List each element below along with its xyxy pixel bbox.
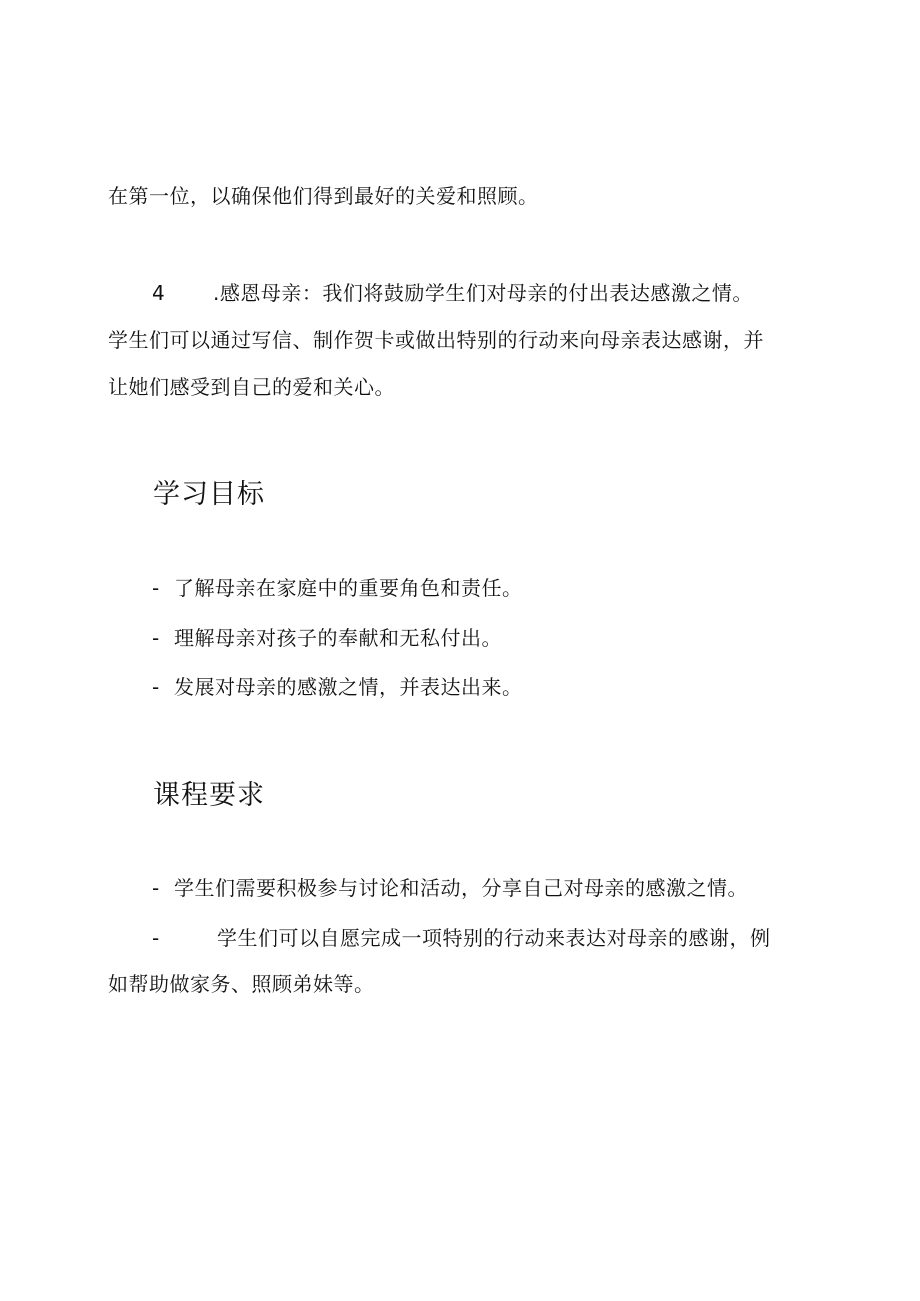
goal-item-text: 了解母亲在家庭中的重要角色和责任。 xyxy=(174,576,523,600)
goal-item xyxy=(152,673,523,701)
dash-marker: - xyxy=(152,926,160,950)
item-number: 4 xyxy=(152,281,165,305)
goal-item-text: 发展对母亲的感激之情，并表达出来。 xyxy=(174,675,523,699)
goal-item xyxy=(152,574,523,602)
dash-marker: - xyxy=(152,626,160,650)
dash-marker: - xyxy=(152,876,160,900)
goal-item xyxy=(152,624,502,652)
requirement-item2-line2: 如帮助做家务、照顾弟妹等。 xyxy=(108,972,375,996)
intro-line: 在第一位，以确保他们得到最好的关爱和照顾。 xyxy=(108,184,539,208)
requirements-heading: 课程要求 xyxy=(153,780,265,811)
goal-item-text: 理解母亲对孩子的奉献和无私付出。 xyxy=(174,626,502,650)
item4-line2: 学生们可以通过写信、制作贺卡或做出特别的行动来向母亲表达感谢，并 xyxy=(108,328,764,352)
goals-heading: 学习目标 xyxy=(153,479,265,510)
requirement-item xyxy=(152,874,748,902)
requirement-item2-line1: 学生们可以自愿完成一项特别的行动来表达对母亲的感谢，例 xyxy=(217,926,771,950)
item4-line1: .感恩母亲：我们将鼓励学生们对母亲的付出表达感激之情。 xyxy=(213,281,753,305)
requirement-item-text: 学生们需要积极参与讨论和活动，分享自己对母亲的感激之情。 xyxy=(174,876,748,900)
dash-marker: - xyxy=(152,675,160,699)
dash-marker: - xyxy=(152,576,160,600)
item4-line3: 让她们感受到自己的爱和关心。 xyxy=(108,375,395,399)
